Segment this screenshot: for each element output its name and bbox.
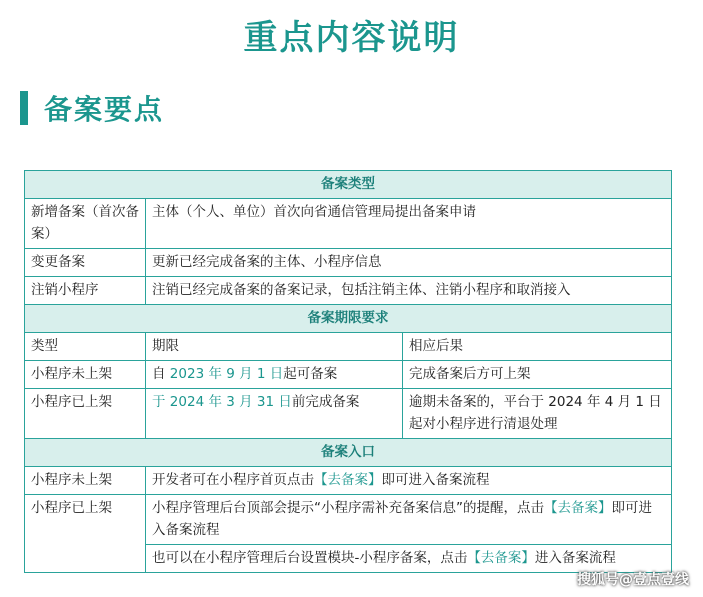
go-file-button-label: 【去备案】 — [314, 472, 382, 488]
types-header: 备案类型 — [25, 171, 672, 199]
table-row — [25, 389, 672, 439]
table-row — [25, 249, 672, 277]
table-row — [25, 277, 672, 305]
watermark: 搜狐号@壹点壹线 — [577, 572, 689, 588]
period-consequence: 逾期未备案的，平台于 2024 年 4 月 1 日起对小程序进行清退处理 — [403, 389, 672, 439]
period-columns-row — [25, 333, 672, 361]
deadline-date: 2024 年 3 月 31 日 — [169, 394, 292, 410]
period-header: 备案期限要求 — [25, 305, 672, 333]
entry-desc: 开发者可在小程序首页点击【去备案】即可进入备案流程 — [146, 467, 672, 495]
entry-method-1: 小程序管理后台顶部会提示“小程序需补充备案信息”的提醒，点击【去备案】即可进入备案流程 — [152, 500, 652, 538]
period-deadline: 于 2024 年 3 月 31 日前完成备案 — [146, 389, 403, 439]
filing-table — [24, 170, 672, 573]
column-header-consequence: 相应后果 — [403, 333, 672, 361]
period-type: 小程序未上架 — [25, 361, 146, 389]
entry-method-2: 也可以在小程序管理后台设置模块-小程序备案，点击【去备案】进入备案流程 — [152, 550, 616, 566]
entry-desc — [146, 495, 672, 573]
period-consequence: 完成备案后方可上架 — [403, 361, 672, 389]
period-type: 小程序已上架 — [25, 389, 146, 439]
type-name: 新增备案（首次备案） — [25, 199, 146, 249]
entry-header: 备案入口 — [25, 439, 672, 467]
go-file-button-label: 【去备案】 — [544, 500, 612, 516]
period-header-row — [25, 305, 672, 333]
type-desc: 更新已经完成备案的主体、小程序信息 — [146, 249, 672, 277]
column-header-deadline: 期限 — [146, 333, 403, 361]
entry-type: 小程序未上架 — [25, 467, 146, 495]
type-name: 注销小程序 — [25, 277, 146, 305]
go-file-button-label: 【去备案】 — [467, 550, 535, 566]
type-desc: 注销已经完成备案的备案记录，包括注销主体、注销小程序和取消接入 — [146, 277, 672, 305]
entry-header-row — [25, 439, 672, 467]
type-name: 变更备案 — [25, 249, 146, 277]
section-title: 备案要点 — [44, 93, 165, 126]
table-row — [25, 495, 672, 573]
entry-type: 小程序已上架 — [25, 495, 146, 573]
column-header-type: 类型 — [25, 333, 146, 361]
table-row — [25, 361, 672, 389]
type-desc: 主体（个人、单位）首次向省通信管理局提出备案申请 — [146, 199, 672, 249]
section-accent-bar — [20, 91, 28, 125]
divider — [146, 544, 671, 545]
page-title: 重点内容说明 — [243, 18, 460, 58]
deadline-date: 2023 年 9 月 1 日 — [169, 366, 284, 382]
period-deadline: 自 2023 年 9 月 1 日起可备案 — [146, 361, 403, 389]
table-row — [25, 199, 672, 249]
table-row — [25, 467, 672, 495]
types-header-row — [25, 171, 672, 199]
